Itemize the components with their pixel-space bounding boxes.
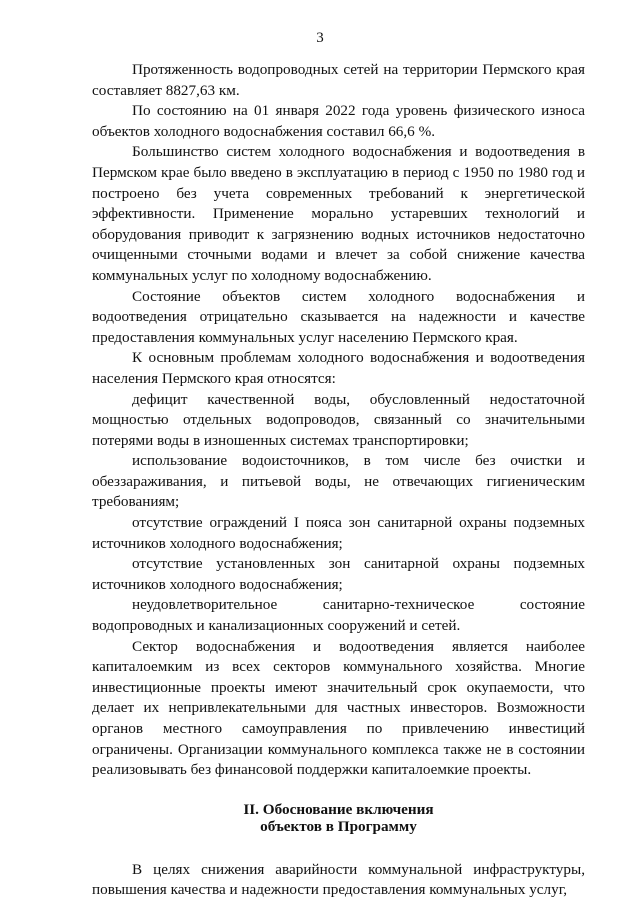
problem-item-water-sources: использование водоисточников, в том числе без очистки и обеззараживания, и питьевой воды, не отвечающих гигиеническим требованиям; (92, 452, 585, 511)
paragraph-systems-condition: Состояние объектов систем холодного водоснабжения и водоотведения отрицательно сказывается на надежности и качестве предоставления коммунальных услуг населению Пермского края. (92, 287, 585, 346)
section-heading-line-2: объектов в Программу (260, 817, 417, 835)
paragraph-wear-level: По состоянию на 01 января 2022 года уровень физического износа объектов холодного водоснабжения составил 66,6 %. (92, 102, 585, 140)
paragraph-network-length: Протяженность водопроводных сетей на территории Пермского края составляет 8827,63 км. (92, 61, 585, 99)
section-heading (92, 801, 585, 835)
paragraph-program-goals: В целях снижения аварийности коммунальной инфраструктуры, повышения качества и надежности предоставления коммунальных услуг, (92, 860, 585, 899)
problem-item-water-deficit: дефицит качественной воды, обусловленный недостаточной мощностью отдельных водопроводов, связанный со значительными потерями воды в изношенных системах транспортировки; (92, 390, 585, 449)
page-number: 3 (316, 30, 324, 46)
section-heading-line-1: II. Обоснование включения (243, 800, 434, 818)
document-body (92, 60, 585, 901)
paragraph-systems-age: Большинство систем холодного водоснабжения и водоотведения в Пермском крае было введено в эксплуатацию в период с 1950 по 1980 год и построено без учета современных требований к энергетической эффективности. Применение морально устаревших технологий и оборудования приводит к загрязнению водных источников недостаточно очищенными сточными водами и влечет за собой снижение качества коммунальных услуг по холодному водоснабжению. (92, 143, 585, 284)
problem-item-poor-condition: неудовлетворительное санитарно-техническое состояние водопроводных и канализационных сооружений и сетей. (92, 596, 585, 635)
paragraph-problems-intro: К основным проблемам холодного водоснабжения и водоотведения населения Пермского края относятся: (92, 349, 585, 387)
problem-item-no-fences: отсутствие ограждений I пояса зон санитарной охраны подземных источников холодного водоснабжения; (92, 514, 585, 552)
problem-item-no-zones: отсутствие установленных зон санитарной охраны подземных источников холодного водоснабжения; (92, 555, 585, 593)
paragraph-investment: Сектор водоснабжения и водоотведения является наиболее капиталоемким из всех секторов коммунального хозяйства. Многие инвестиционные проекты имеют значительный срок окупаемости, что делает их непривлекательными для частных инвесторов. Возможности органов местного самоуправления по привлечению инвестиций ограничены. Организации коммунального комплекса также не в состоянии реализовывать без финансовой поддержки капиталоемкие проекты. (92, 637, 585, 779)
